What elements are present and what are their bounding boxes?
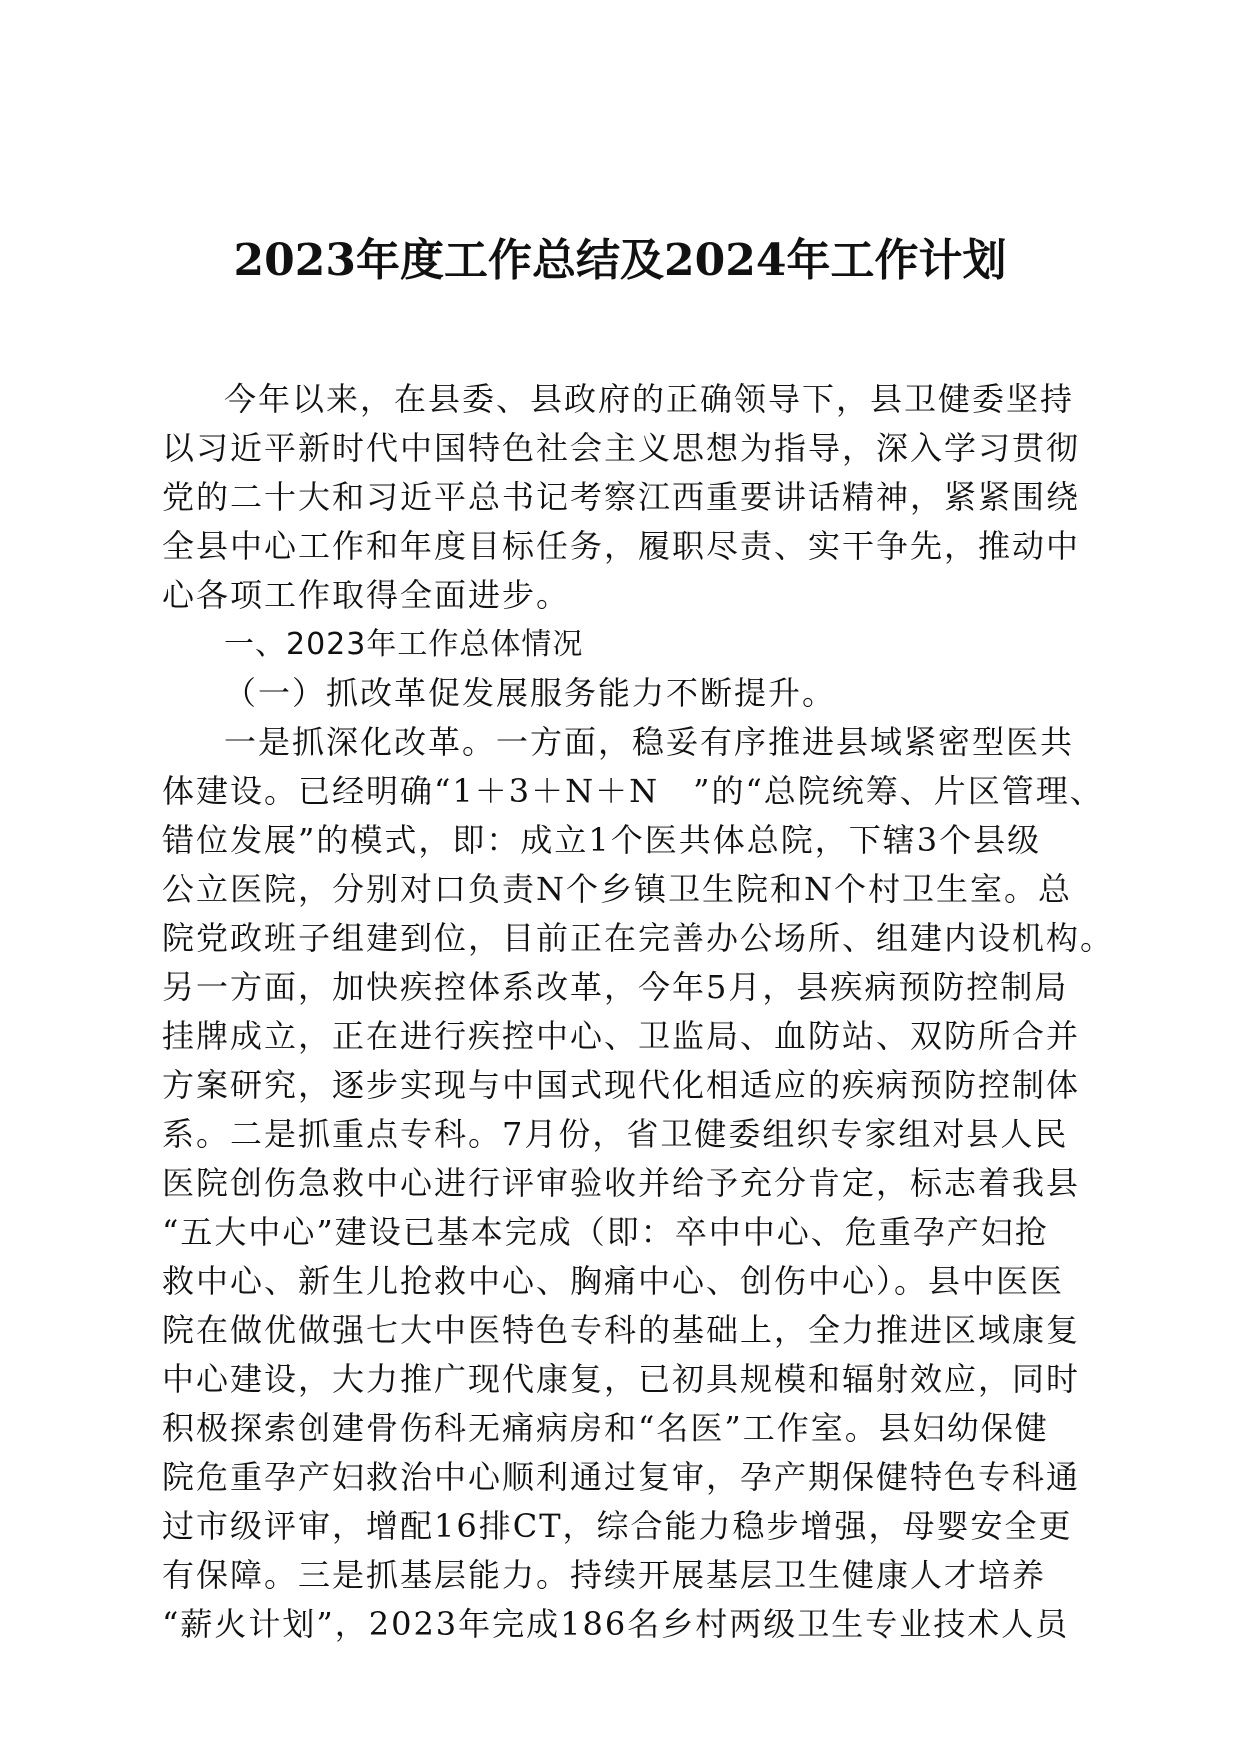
document-body bbox=[162, 375, 1115, 1649]
paragraph-line: 积极探索创建骨伤科无痛病房和“名医”工作室。县妇幼保健 bbox=[162, 1409, 1049, 1447]
paragraph-line: 院危重孕产妇救治中心顺利通过复审，孕产期保健特色专科通 bbox=[162, 1458, 1081, 1496]
paragraph-line: 挂牌成立，正在进行疾控中心、卫监局、血防站、双防所合并 bbox=[162, 1017, 1081, 1055]
paragraph-line: 中心建设，大力推广现代康复，已初具规模和辐射效应，同时 bbox=[162, 1360, 1081, 1398]
paragraph-line: 系。二是抓重点专科。7月份，省卫健委组织专家组对县人民 bbox=[162, 1115, 1069, 1153]
paragraph-line: 以习近平新时代中国特色社会主义思想为指导，深入学习贯彻 bbox=[162, 429, 1081, 467]
section-heading: 一、2023年工作总体情况 bbox=[224, 627, 584, 662]
paragraph-line: 公立医院，分别对口负责N个乡镇卫生院和N个村卫生室。总 bbox=[162, 870, 1073, 908]
paragraph-line: 院党政班子组建到位，目前正在完善办公场所、组建内设机构。 bbox=[162, 919, 1115, 957]
paragraph-line: 过市级评审，增配16排CT，综合能力稳步增强，母婴安全更 bbox=[162, 1507, 1073, 1545]
document-title: 2023年度工作总结及2024年工作计划 bbox=[233, 235, 1007, 286]
paragraph-line: 院在做优做强七大中医特色专科的基础上，全力推进区域康复 bbox=[162, 1311, 1081, 1349]
paragraph-line: 今年以来，在县委、县政府的正确领导下，县卫健委坚持 bbox=[224, 380, 1075, 418]
paragraph-line: “薪火计划”，2023年完成186名乡村两级卫生专业技术人员 bbox=[162, 1605, 1070, 1643]
paragraph-line: 救中心、新生儿抢救中心、胸痛中心、创伤中心）。县中医医 bbox=[162, 1262, 1065, 1300]
paragraph-line: 一是抓深化改革。一方面，稳妥有序推进县域紧密型医共 bbox=[224, 723, 1075, 761]
paragraph-line: “五大中心”建设已基本完成（即：卒中中心、危重孕产妇抢 bbox=[162, 1213, 1049, 1251]
paragraph-line: 错位发展”的模式，即：成立1个医共体总院，下辖3个县级 bbox=[162, 821, 1042, 859]
paragraph-line: 有保障。三是抓基层能力。持续开展基层卫生健康人才培养 bbox=[162, 1556, 1047, 1594]
paragraph-line: 心各项工作取得全面进步。 bbox=[162, 576, 571, 614]
paragraph-line: 方案研究，逐步实现与中国式现代化相适应的疾病预防控制体 bbox=[162, 1066, 1081, 1104]
paragraph-line: 另一方面，加快疾控体系改革，今年5月，县疾病预防控制局 bbox=[162, 968, 1069, 1006]
subsection-heading: （一）抓改革促发展服务能力不断提升。 bbox=[224, 674, 837, 712]
paragraph-line: 体建设。已经明确“1＋3＋N＋N ”的“总院统筹、片区管理、 bbox=[162, 772, 1104, 810]
paragraph-line: 医院创伤急救中心进行评审验收并给予充分肯定，标志着我县 bbox=[162, 1164, 1081, 1202]
paragraph-line: 全县中心工作和年度目标任务，履职尽责、实干争先，推动中 bbox=[162, 527, 1081, 565]
paragraph-line: 党的二十大和习近平总书记考察江西重要讲话精神，紧紧围绕 bbox=[162, 478, 1081, 516]
